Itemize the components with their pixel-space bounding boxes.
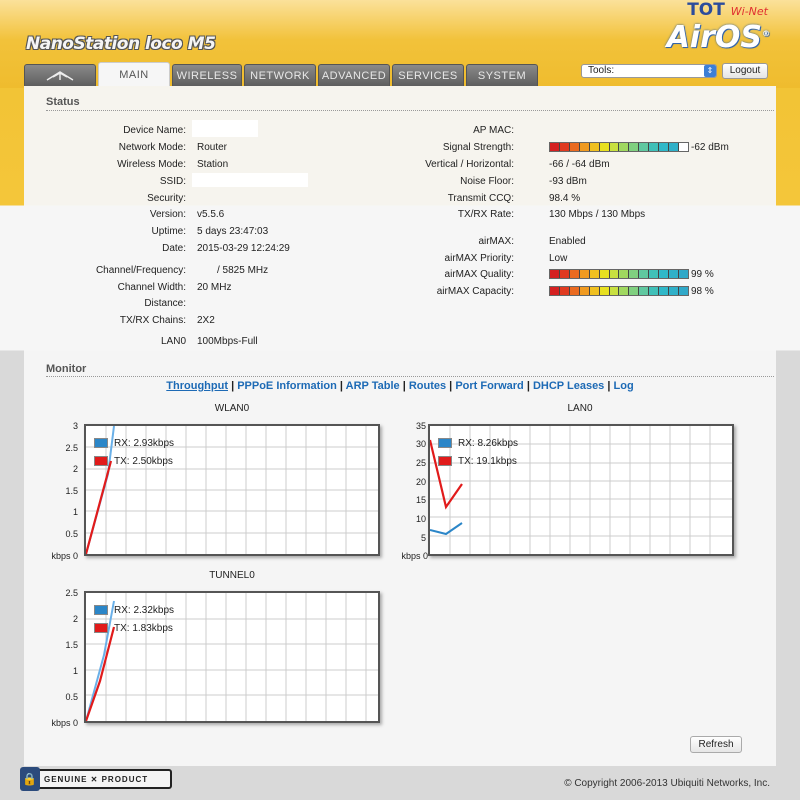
status-label: Date: <box>162 243 186 254</box>
y-tick: 25 <box>415 458 426 468</box>
airmax-quality-meter <box>549 269 689 279</box>
logout-button[interactable]: Logout <box>722 63 768 79</box>
status-label: TX/RX Chains: <box>119 315 186 326</box>
lan0-chart-title: LAN0 <box>567 403 593 414</box>
tab-advanced[interactable]: ADVANCED <box>318 64 390 86</box>
airmax-capacity-meter <box>549 286 689 296</box>
y-tick: 1 <box>72 666 78 676</box>
link-dhcp-leases[interactable]: DHCP Leases <box>532 380 605 392</box>
status-label: airMAX Priority: <box>444 253 514 264</box>
link-routes[interactable]: Routes <box>408 380 447 392</box>
tx-swatch <box>94 456 108 466</box>
genuine-product-text: GENUINE ✕ PRODUCT <box>44 774 149 784</box>
link-separator: | <box>449 380 453 392</box>
tx-swatch <box>94 623 108 633</box>
lan0-legend <box>438 434 518 470</box>
y-tick: 0.5 <box>65 692 78 702</box>
status-label: Vertical / Horizontal: <box>425 159 514 170</box>
wlan0-tx-label: TX: 2.50kbps <box>114 455 173 467</box>
tools-select[interactable] <box>581 64 717 78</box>
legend-rx <box>94 601 174 619</box>
tot-logo <box>687 0 768 20</box>
rx-swatch <box>438 438 452 448</box>
rx-swatch <box>94 605 108 615</box>
monitor-links <box>0 380 800 392</box>
status-value: v5.5.6 <box>197 209 225 220</box>
status-value: Station <box>197 159 229 170</box>
wlan0-tx-line <box>86 461 111 554</box>
status-label: LAN0 <box>160 336 186 347</box>
airos-registered-mark: ® <box>762 29 770 38</box>
device-name-value <box>192 120 258 137</box>
status-label: SSID: <box>159 176 186 187</box>
tot-wifi-text: Wi-Net <box>730 5 768 18</box>
tab-network[interactable]: NETWORK <box>244 64 316 86</box>
status-divider <box>46 110 774 111</box>
wlan0-rx-label: RX: 2.93kbps <box>114 437 175 449</box>
tunnel0-rx-label: RX: 2.32kbps <box>114 604 175 616</box>
tunnel0-tx-line <box>86 627 114 721</box>
y-tick: kbps 0 <box>401 551 428 561</box>
y-tick: 35 <box>415 421 426 431</box>
link-throughput[interactable]: Throughput <box>166 380 228 392</box>
genuine-product-badge <box>24 769 172 789</box>
monitor-divider <box>46 376 774 377</box>
status-value: 98 % <box>691 286 714 297</box>
legend-tx <box>438 452 518 470</box>
y-tick: kbps 0 <box>51 718 78 728</box>
status-label: Transmit CCQ: <box>447 193 514 204</box>
status-label: airMAX: <box>478 236 514 247</box>
status-value: -62 dBm <box>691 142 729 153</box>
tunnel0-legend <box>94 601 174 637</box>
status-label: Distance: <box>144 298 186 309</box>
tab-services[interactable]: SERVICES <box>392 64 464 86</box>
lan0-tx-label: TX: 19.1kbps <box>458 455 517 467</box>
y-tick: 20 <box>415 477 426 487</box>
status-label: Wireless Mode: <box>117 159 186 170</box>
y-tick: 1.5 <box>65 640 78 650</box>
ssid-value <box>192 173 308 187</box>
link-port-forward[interactable]: Port Forward <box>455 380 524 392</box>
airos-logo <box>667 20 770 55</box>
status-label: Uptime: <box>151 226 186 237</box>
status-value: 100Mbps-Full <box>197 336 258 347</box>
legend-rx <box>94 434 174 452</box>
status-value: Enabled <box>549 236 586 247</box>
status-label: Security: <box>147 193 186 204</box>
status-label: AP MAC: <box>473 125 514 136</box>
tab-wireless[interactable]: WIRELESS <box>172 64 242 86</box>
chevron-updown-icon: ⇕ <box>704 65 716 77</box>
rx-swatch <box>94 438 108 448</box>
lock-icon: 🔒 <box>20 767 40 791</box>
status-value: / 5825 MHz <box>217 265 269 276</box>
status-label: Channel Width: <box>117 282 186 293</box>
status-label: Version: <box>149 209 186 220</box>
lan0-rx-label: RX: 8.26kbps <box>458 437 519 449</box>
tab-main[interactable]: MAIN <box>98 62 170 86</box>
legend-tx <box>94 452 174 470</box>
tunnel0-chart <box>84 591 380 723</box>
legend-rx <box>438 434 518 452</box>
status-label: airMAX Quality: <box>444 269 514 280</box>
y-tick: 15 <box>415 495 426 505</box>
status-value: 130 Mbps / 130 Mbps <box>549 209 646 220</box>
status-value: 2015-03-29 12:24:29 <box>197 243 290 254</box>
status-label: Noise Floor: <box>460 176 514 187</box>
tot-logo-text: TOT <box>687 0 725 20</box>
status-label: Signal Strength: <box>442 142 514 153</box>
status-value: 20 MHz <box>197 282 232 293</box>
tools-select-label: Tools: <box>588 65 615 76</box>
y-tick: 30 <box>415 439 426 449</box>
status-value: 98.4 % <box>549 193 581 204</box>
wlan0-legend <box>94 434 174 470</box>
status-label: Network Mode: <box>118 142 186 153</box>
y-tick: 3 <box>72 421 78 431</box>
signal-strength-meter <box>549 142 689 152</box>
y-tick: 2 <box>72 614 78 624</box>
status-label: TX/RX Rate: <box>457 209 514 220</box>
refresh-button[interactable]: Refresh <box>690 736 742 753</box>
status-label: Channel/Frequency: <box>95 265 186 276</box>
monitor-section-title: Monitor <box>46 363 87 375</box>
status-value: -93 dBm <box>549 176 587 187</box>
main-tabs <box>24 64 540 86</box>
y-tick: 5 <box>420 533 426 543</box>
lan0-chart <box>428 424 734 556</box>
link-log[interactable]: Log <box>613 380 634 392</box>
link-pppoe-information[interactable]: PPPoE Information <box>237 380 337 392</box>
y-tick: 2.5 <box>65 443 78 453</box>
link-separator: | <box>402 380 406 392</box>
status-value: -66 / -64 dBm <box>549 159 610 170</box>
tunnel0-tx-label: TX: 1.83kbps <box>114 622 173 634</box>
link-separator: | <box>607 380 611 392</box>
wlan0-chart <box>84 424 380 556</box>
y-tick: 10 <box>415 514 426 524</box>
lan0-rx-line <box>430 523 462 534</box>
tab-system[interactable]: SYSTEM <box>466 64 538 86</box>
product-logo: NanoStation loco M5 <box>26 34 216 54</box>
y-tick: 1.5 <box>65 486 78 496</box>
status-label: Device Name: <box>123 125 186 136</box>
status-label: airMAX Capacity: <box>436 286 514 297</box>
y-tick: 1 <box>72 507 78 517</box>
wlan0-chart-title: WLAN0 <box>214 403 250 414</box>
y-tick: kbps 0 <box>51 551 78 561</box>
y-tick: 2 <box>72 464 78 474</box>
link-arp-table[interactable]: ARP Table <box>345 380 400 392</box>
y-tick: 2.5 <box>65 588 78 598</box>
legend-tx <box>94 619 174 637</box>
status-value: 99 % <box>691 269 714 280</box>
tx-swatch <box>438 456 452 466</box>
link-separator: | <box>231 380 235 392</box>
tab-ubiquiti-logo[interactable] <box>24 64 96 86</box>
airos-logo-text: AirOS <box>666 20 762 55</box>
y-tick: 0.5 <box>65 529 78 539</box>
status-value: 2X2 <box>197 315 215 326</box>
tunnel0-chart-title: TUNNEL0 <box>209 570 255 581</box>
status-section-title: Status <box>46 96 80 108</box>
status-value: Low <box>549 253 568 264</box>
ubiquiti-logo-icon <box>45 70 75 82</box>
link-separator: | <box>339 380 343 392</box>
status-value: 5 days 23:47:03 <box>197 226 269 237</box>
link-separator: | <box>526 380 530 392</box>
copyright: © Copyright 2006-2013 Ubiquiti Networks, Inc. <box>564 778 770 789</box>
status-value: Router <box>197 142 228 153</box>
